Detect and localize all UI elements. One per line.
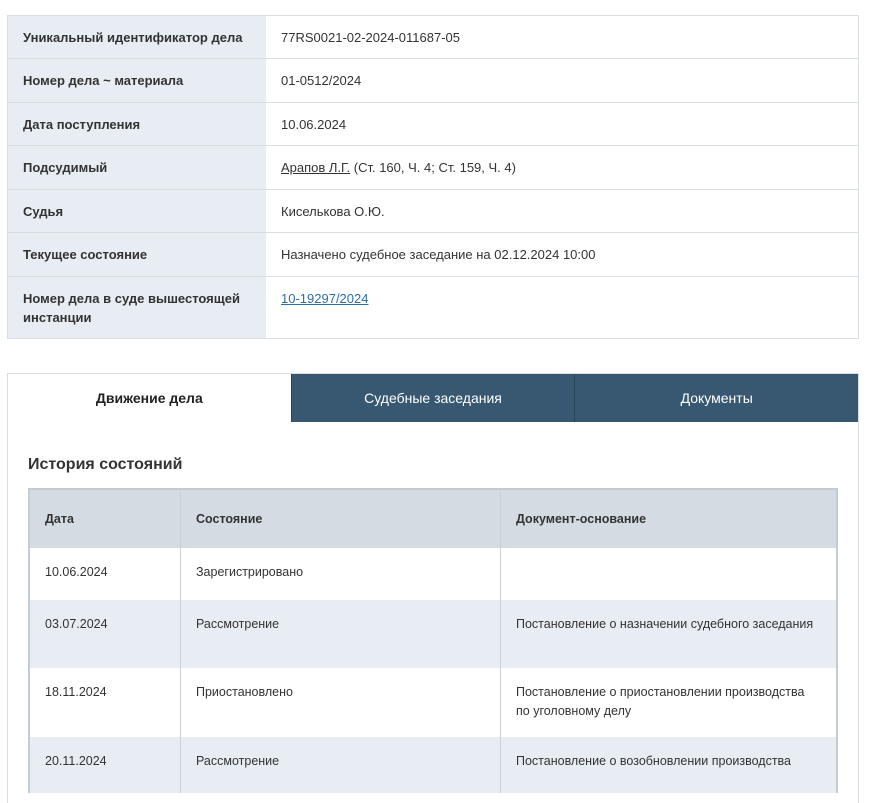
column-header-state: Состояние: [181, 490, 501, 548]
info-label: Подсудимый: [8, 146, 266, 189]
cell-state: Приостановлено: [181, 668, 501, 737]
info-label: Уникальный идентификатор дела: [8, 16, 266, 58]
info-value: Киселькова О.Ю.: [281, 203, 385, 219]
tab-court-sessions[interactable]: Судебные заседания: [291, 374, 575, 422]
cell-document: Постановление о назначении судебного заседания: [516, 617, 814, 631]
cell-state: Рассмотрение: [181, 737, 501, 793]
table-row: [30, 737, 836, 793]
info-label: Дата поступления: [8, 103, 266, 145]
info-row-receipt-date: [8, 103, 858, 146]
cell-date: 18.11.2024: [30, 668, 181, 737]
defendant-articles: (Ст. 160, Ч. 4; Ст. 159, Ч. 4): [350, 160, 516, 175]
tab-documents[interactable]: Документы: [574, 374, 858, 422]
info-row-higher-court: [8, 277, 858, 338]
cell-state: Рассмотрение: [181, 600, 501, 668]
cell-date: 03.07.2024: [30, 600, 181, 668]
column-header-date: Дата: [30, 490, 181, 548]
cell-document: Постановление о приостановлении производства по уголовному делу: [516, 685, 805, 718]
tabs-panel: [7, 373, 859, 803]
cell-state: Зарегистрировано: [181, 548, 501, 600]
info-value: 01-0512/2024: [281, 73, 362, 88]
case-info-table: [7, 15, 859, 339]
info-label: Текущее состояние: [8, 233, 266, 276]
cell-document: [501, 548, 836, 600]
info-value: 10.06.2024: [281, 116, 347, 132]
info-row-current-state: [8, 233, 858, 277]
info-value: [266, 146, 858, 189]
tab-case-movement[interactable]: Движение дела: [8, 374, 291, 422]
info-row-case-number: [8, 59, 858, 103]
info-row-uid: [8, 16, 858, 59]
column-header-document: Документ-основание: [516, 511, 647, 526]
info-label: Номер дела ~ материала: [8, 59, 266, 102]
info-row-judge: [8, 190, 858, 233]
info-value: [266, 277, 858, 338]
table-row: [30, 548, 836, 600]
cell-date: 10.06.2024: [30, 548, 181, 600]
higher-court-case-link[interactable]: 10-19297/2024: [281, 291, 369, 306]
tab-bar: [8, 374, 858, 422]
info-label: Номер дела в суде вышестоящей инстанции: [8, 277, 266, 338]
info-row-defendant: [8, 146, 858, 190]
table-header-row: [30, 490, 836, 548]
table-row: [30, 600, 836, 668]
cell-document: Постановление о возобновлении производства: [516, 754, 792, 768]
table-row: [30, 668, 836, 737]
history-table: [28, 488, 838, 793]
info-value: Назначено судебное заседание на 02.12.2024 10:00: [281, 247, 596, 262]
cell-date: 20.11.2024: [30, 737, 181, 793]
info-value: 77RS0021-02-2024-011687-05: [281, 29, 461, 45]
info-label: Судья: [8, 190, 266, 232]
defendant-link[interactable]: Арапов Л.Г.: [281, 160, 351, 175]
history-title: История состояний: [28, 456, 183, 473]
